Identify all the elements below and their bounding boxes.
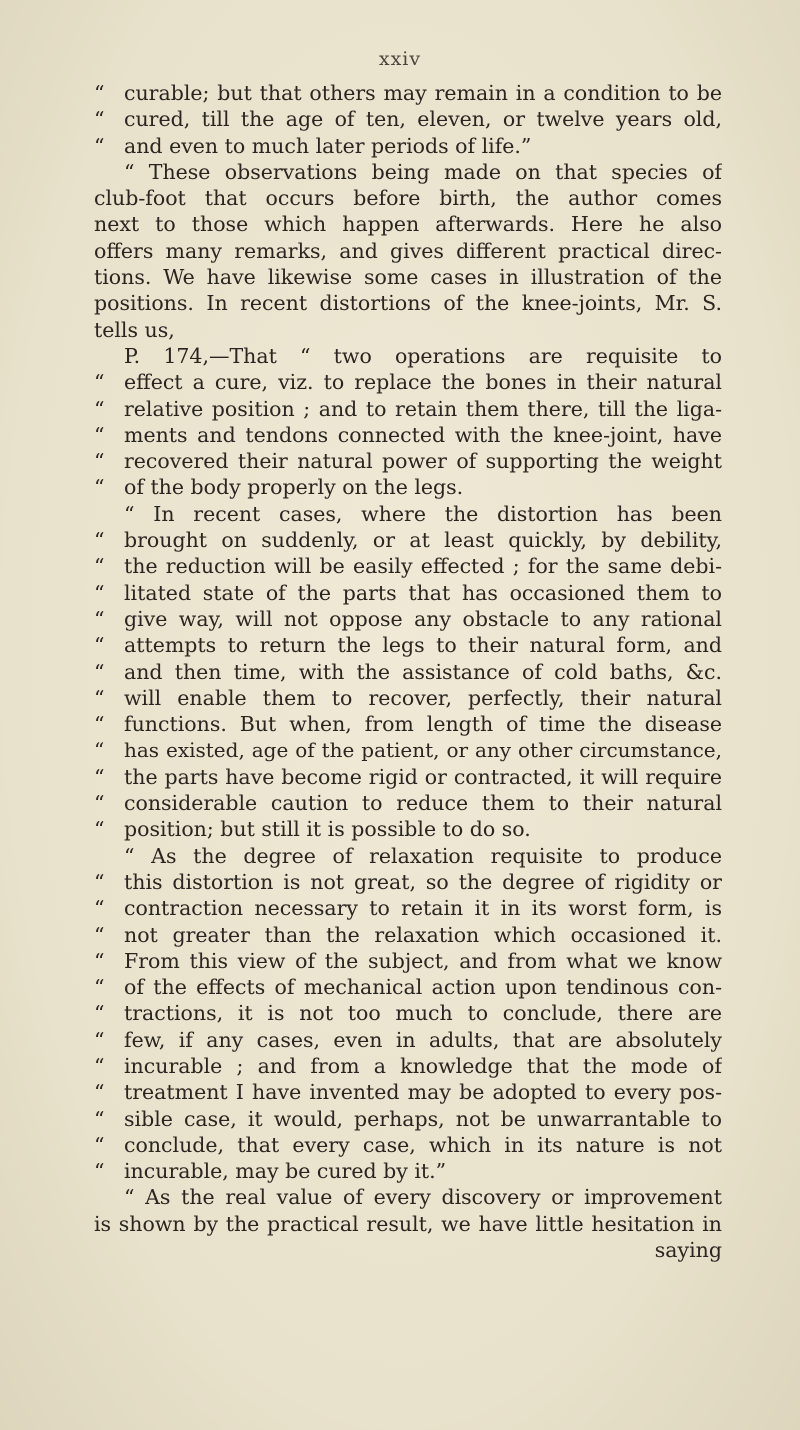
quote-mark: “: [94, 422, 105, 447]
text-line: [94, 474, 722, 500]
text-line: [94, 869, 722, 895]
text-line: [94, 527, 722, 553]
line-text: the reduction will be easily effected ; for the same debi-: [124, 554, 722, 579]
line-text: effect a cure, viz. to replace the bones in their natural: [124, 370, 722, 395]
quote-mark: “: [94, 606, 105, 631]
line-text: and even to much later periods of life.”: [124, 133, 532, 158]
line-text: tractions, it is not too much to conclude, there are: [124, 1001, 722, 1026]
text-line: [94, 1000, 722, 1026]
line-text: P. 174,—That “ two operations are requisite to: [124, 343, 722, 368]
text-line: [94, 133, 722, 159]
quote-mark: “: [94, 554, 105, 579]
line-text: “ As the degree of relaxation requisite to produce: [124, 843, 722, 868]
quote-mark: “: [94, 685, 105, 710]
quote-mark: “: [94, 107, 105, 132]
line-text: From this view of the subject, and from what we know: [124, 948, 722, 973]
line-text: incurable, may be cured by it.”: [124, 1159, 447, 1184]
line-text: the parts have become rigid or contracted, it will require: [124, 764, 722, 789]
quote-mark: “: [94, 1132, 105, 1157]
text-line: [94, 1184, 722, 1210]
text-line: [94, 685, 722, 711]
quote-mark: “: [94, 817, 105, 842]
text-line: [94, 711, 722, 737]
text-line: [94, 974, 722, 1000]
quote-mark: “: [94, 633, 105, 658]
line-text: club-foot that occurs before birth, the author comes: [94, 186, 722, 211]
text-line: [94, 422, 722, 448]
text-line: [94, 737, 722, 763]
text-line: [94, 290, 722, 316]
quote-mark: “: [94, 948, 105, 973]
line-text: conclude, that every case, which in its nature is not: [124, 1132, 722, 1157]
line-text: cured, till the age of ten, eleven, or twelve years old,: [124, 107, 722, 132]
line-text: give way, will not oppose any obstacle to any rational: [124, 606, 722, 631]
line-text: functions. But when, from length of time the disease: [124, 712, 722, 737]
line-text: and then time, with the assistance of cold baths, &c.: [124, 659, 722, 684]
text-line: [94, 185, 722, 211]
line-text: tells us,: [94, 317, 175, 342]
line-text: attempts to return the legs to their natural form, and: [124, 633, 722, 658]
line-text: “ These observations being made on that species of: [124, 159, 722, 184]
text-line: [94, 1079, 722, 1105]
page-number: xxiv: [378, 48, 422, 70]
quote-mark: “: [94, 396, 105, 421]
text-line: [94, 580, 722, 606]
quote-mark: “: [94, 975, 105, 1000]
line-text: not greater than the relaxation which occasioned it.: [124, 922, 722, 947]
line-text: saying: [654, 1238, 722, 1263]
line-text: “ In recent cases, where the distortion has been: [124, 501, 722, 526]
text-line: [94, 448, 722, 474]
line-text: recovered their natural power of supporting the weight: [124, 449, 722, 474]
line-text: incurable ; and from a knowledge that the mode of: [124, 1053, 722, 1078]
line-text: litated state of the parts that has occasioned them to: [124, 580, 722, 605]
quote-mark: “: [94, 1080, 105, 1105]
text-line: [94, 922, 722, 948]
text-line: [94, 1106, 722, 1132]
text-line: [94, 895, 722, 921]
text-line: [94, 80, 722, 106]
text-line: [94, 369, 722, 395]
text-line: [94, 659, 722, 685]
text-line: [94, 764, 722, 790]
text-line: [94, 159, 722, 185]
quote-mark: “: [94, 449, 105, 474]
line-text: of the effects of mechanical action upon tendinous con-: [124, 975, 722, 1000]
quote-mark: “: [94, 659, 105, 684]
line-text: offers many remarks, and gives different practical direc-: [94, 238, 722, 263]
text-line: [94, 1158, 722, 1184]
quote-mark: “: [94, 896, 105, 921]
text-line: [94, 816, 722, 842]
text-line: [94, 843, 722, 869]
quote-mark: “: [94, 370, 105, 395]
line-text: this distortion is not great, so the degree of rigidity or: [124, 869, 722, 894]
quote-mark: “: [94, 475, 105, 500]
text-line: [94, 1132, 722, 1158]
text-line: [94, 106, 722, 132]
line-text: considerable caution to reduce them to their natural: [124, 791, 722, 816]
line-text: “ As the real value of every discovery or improvement: [124, 1185, 722, 1210]
line-text: treatment I have invented may be adopted to every pos-: [124, 1080, 722, 1105]
quote-mark: “: [94, 712, 105, 737]
line-text: contraction necessary to retain it in its worst form, is: [124, 896, 722, 921]
quote-mark: “: [94, 869, 105, 894]
text-line: [94, 948, 722, 974]
line-text: few, if any cases, even in adults, that are absolutely: [124, 1027, 722, 1052]
quote-mark: “: [94, 1053, 105, 1078]
text-line: [94, 790, 722, 816]
line-text: of the body properly on the legs.: [124, 475, 464, 500]
text-line: [94, 317, 722, 343]
line-text: will enable them to recover, perfectly, their natural: [124, 685, 722, 710]
text-line: [94, 501, 722, 527]
body-text: [94, 80, 722, 1263]
text-line: [94, 1053, 722, 1079]
text-line: [94, 211, 722, 237]
line-text: sible case, it would, perhaps, not be unwarrantable to: [124, 1106, 722, 1131]
text-line: [94, 606, 722, 632]
quote-mark: “: [94, 133, 105, 158]
line-text: brought on suddenly, or at least quickly, by debility,: [124, 528, 722, 553]
line-text: next to those which happen afterwards. Here he also: [94, 212, 722, 237]
line-text: is shown by the practical result, we have little hesitation in: [94, 1211, 722, 1236]
line-text: position; but still it is possible to do so.: [124, 817, 531, 842]
quote-mark: “: [94, 1159, 105, 1184]
text-line: [94, 632, 722, 658]
text-line: [94, 1211, 722, 1237]
line-text: relative position ; and to retain them there, till the liga-: [124, 396, 722, 421]
quote-mark: “: [94, 1027, 105, 1052]
line-text: curable; but that others may remain in a condition to be: [124, 81, 722, 105]
quote-mark: “: [94, 1001, 105, 1026]
quote-mark: “: [94, 528, 105, 553]
quote-mark: “: [94, 580, 105, 605]
text-line: [94, 553, 722, 579]
text-line: [94, 264, 722, 290]
quote-mark: “: [94, 922, 105, 947]
text-line: [94, 1237, 722, 1263]
text-line: [94, 396, 722, 422]
line-text: tions. We have likewise some cases in illustration of the: [94, 265, 722, 290]
quote-mark: “: [94, 1106, 105, 1131]
quote-mark: “: [94, 791, 105, 816]
text-line: [94, 343, 722, 369]
quote-mark: “: [94, 738, 105, 763]
quote-mark: “: [94, 81, 105, 105]
text-line: [94, 1027, 722, 1053]
line-text: positions. In recent distortions of the knee-joints, Mr. S.: [94, 291, 722, 316]
line-text: ments and tendons connected with the knee-joint, have: [124, 422, 722, 447]
text-line: [94, 238, 722, 264]
quote-mark: “: [94, 764, 105, 789]
line-text: has existed, age of the patient, or any other circumstance,: [124, 738, 722, 763]
